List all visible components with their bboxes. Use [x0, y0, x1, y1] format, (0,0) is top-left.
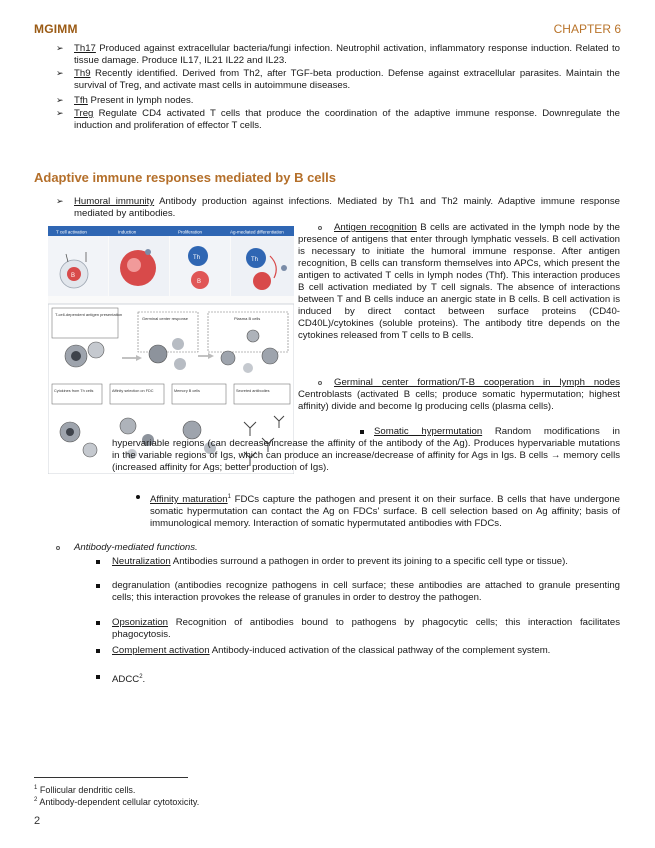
somatic-text: Random modifications in hypervariable regions (can decrease/increase the affinity of the antibody of the Ag). Produces hypervariable mutations in the variable regions of Igs, which can produce an increase/decrease of affinity for Ags in Igs. B cells → memory cells (increased affinity for Ags; better production of Igs).: [112, 426, 620, 473]
footnote-2-text: Antibody-dependent cellular cytotoxicity.: [37, 797, 200, 807]
footnote-1-num: 1: [34, 785, 38, 791]
header-title: MGIMM: [34, 22, 78, 36]
figure-caption-plasma: Plasma B cells: [234, 316, 261, 321]
tfh-text: Present in lymph nodes.: [87, 95, 194, 106]
ab-functions-title: Antibody-mediated functions.: [74, 542, 198, 553]
adcc-footnote-ref[interactable]: 2: [139, 674, 143, 680]
complement-item: [112, 645, 620, 657]
th9-item: [74, 68, 620, 92]
antigen-text: B cells are activated in the lymph node by the presence of antigens that enter through lymphatic vessels. B cell activation is necessary to initiate the humoral immune response. After antigen recognition, B cells can transform themselves into APCs, which present the antigen to activated T cells in lymph nodes (Thf). This interaction produces B cell activation mediated by T cell signals. The absence of interactions between T and B cells induce an anergic state in B cells. B cell activation is induced by direct contact between surface proteins (CD40-CD40L)/cytokines (soluble proteins). The antibody titre depends on the cytokines released from T cells to B cells.: [298, 222, 621, 341]
germinal-term: Germinal center formation/T-B cooperation in lymph nodes: [334, 377, 620, 388]
dot-bullet-icon: [136, 495, 140, 499]
footnote-divider: [34, 777, 188, 778]
th9-term: Th9: [74, 68, 91, 79]
figure-b-label: B: [71, 273, 76, 279]
square-bullet-icon: [96, 649, 100, 653]
square-bullet-icon: [96, 560, 100, 564]
figure-caption-helper: T-cell-dependent antigen presentation: [55, 312, 123, 317]
affinity-text: FDCs capture the pathogen and present it on their surface. B cells that have undergone somatic hypermutation can contact the Ag on FDCs' surface. B cell selection based on Ag affinity; basis of immunological memory. Interaction of somatic hypermutated antibodies with FDCs.: [150, 494, 621, 530]
somatic-hypermutation-item: [112, 426, 620, 474]
treg-item: [74, 108, 620, 132]
humoral-text: Antibody production against infections. Mediated by Th1 and Th2 mainly. Adaptive immune response mediated by antibodies.: [74, 196, 620, 219]
figure-header-2: Induction: [118, 229, 137, 235]
square-bullet-icon: [96, 621, 100, 625]
th9-text: Recently identified. Derived from Th2, after TGF-beta production. Defense against extracellular parasites. Maintain the survival of Treg, and activate mast cells in autoimmune diseases.: [74, 68, 620, 91]
opsonization-term: Opsonization: [112, 617, 168, 628]
neutralization-term: Neutralization: [112, 556, 171, 567]
figure-b-label-2: B: [197, 279, 202, 285]
tfh-item: [74, 95, 620, 107]
th17-term: Th17: [74, 43, 96, 54]
square-bullet-icon: [96, 584, 100, 588]
arrow-bullet-icon: ➢: [56, 108, 64, 118]
header-chapter: CHAPTER 6: [553, 22, 621, 36]
square-bullet-icon: [96, 675, 100, 679]
opsonization-text: Recognition of antibodies bound to pathogens by phagocytic cells; this interaction facilitates phagocytosis.: [112, 617, 620, 640]
figure-header-1: T cell activation: [56, 229, 87, 235]
degranulation-item: [112, 580, 620, 604]
section-title: Adaptive immune responses mediated by B cells: [34, 170, 336, 185]
humoral-term: Humoral immunity: [74, 196, 155, 207]
germinal-center-item: [298, 377, 620, 413]
arrow-bullet-icon: ➢: [56, 95, 64, 105]
figure-header-3: Proliferation: [178, 229, 203, 235]
figure-th-label-2: Th: [251, 257, 259, 263]
neutralization-text: Antibodies surround a pathogen in order to prevent its joining to a specific cell type or tissue).: [170, 556, 568, 567]
arrow-bullet-icon: ➢: [56, 196, 64, 206]
circle-bullet-icon: [318, 226, 322, 230]
adcc-tail: .: [142, 674, 146, 686]
footnote-2-num: 2: [34, 797, 38, 803]
figure-th-label: Th: [193, 255, 201, 261]
figure-header-4: Ag-mediated differentiation: [230, 229, 284, 235]
treg-text: Regulate CD4 activated T cells that produce the coordination of the adaptive immune response. Downregulate the induction and proliferation of effector T cells.: [74, 108, 620, 131]
figure-caption-secreted: Secreted antibodies: [236, 389, 270, 393]
figure-caption-selection: Affinity selection on FDC: [112, 389, 154, 393]
antigen-term: Antigen recognition: [334, 222, 417, 233]
figure-caption-cytokines: Cytokines from Th cells: [54, 389, 94, 393]
footnote-1: [34, 785, 135, 795]
treg-term: Treg: [74, 108, 94, 119]
circle-bullet-icon: [56, 546, 60, 550]
th17-item: [74, 43, 620, 67]
footnote-1-text: Follicular dendritic cells.: [37, 785, 136, 795]
complement-text: Antibody-induced activation of the classical pathway of the complement system.: [209, 645, 551, 656]
adcc-text: ADCC: [112, 674, 140, 686]
page-number: 2: [34, 815, 41, 827]
degranulation-text: degranulation (antibodies recognize pathogens in cell surface; these antibodies are attached to granule presenting cells; this interaction provokes the release of granules in order to destroy the pathogen.: [112, 580, 620, 603]
complement-term: Complement activation: [112, 645, 210, 656]
arrow-bullet-icon: ➢: [56, 43, 64, 53]
affinity-maturation-item: [150, 491, 620, 530]
adcc-item: [112, 671, 620, 686]
antigen-recognition-item: [298, 222, 620, 342]
th17-text: Produced against extracellular bacteria/fungi infection. Neutrophil activation, inflammatory response induction. Related to tissue damage. Produce IL17, IL21 IL22 and IL23.: [74, 43, 620, 66]
somatic-term: Somatic hypermutation: [374, 426, 483, 437]
arrow-bullet-icon: ➢: [56, 68, 64, 78]
page-header: [34, 22, 621, 38]
neutralization-item: [112, 556, 620, 568]
opsonization-item: [112, 617, 620, 641]
humoral-item: [74, 196, 620, 220]
figure-caption-germinal: Germinal center response: [142, 316, 189, 321]
affinity-term: Affinity maturation: [150, 494, 228, 506]
tfh-term: Tfh: [74, 95, 88, 106]
figure-caption-memory: Memory B cells: [174, 389, 200, 393]
germinal-text: Centroblasts (activated B cells; produce somatic hypermutation; highest affinity) divide and become Ig producing cells (plasma cells).: [298, 389, 620, 412]
footnote-2: [34, 797, 199, 807]
circle-bullet-icon: [318, 381, 322, 385]
affinity-footnote-ref[interactable]: 1: [227, 494, 231, 500]
